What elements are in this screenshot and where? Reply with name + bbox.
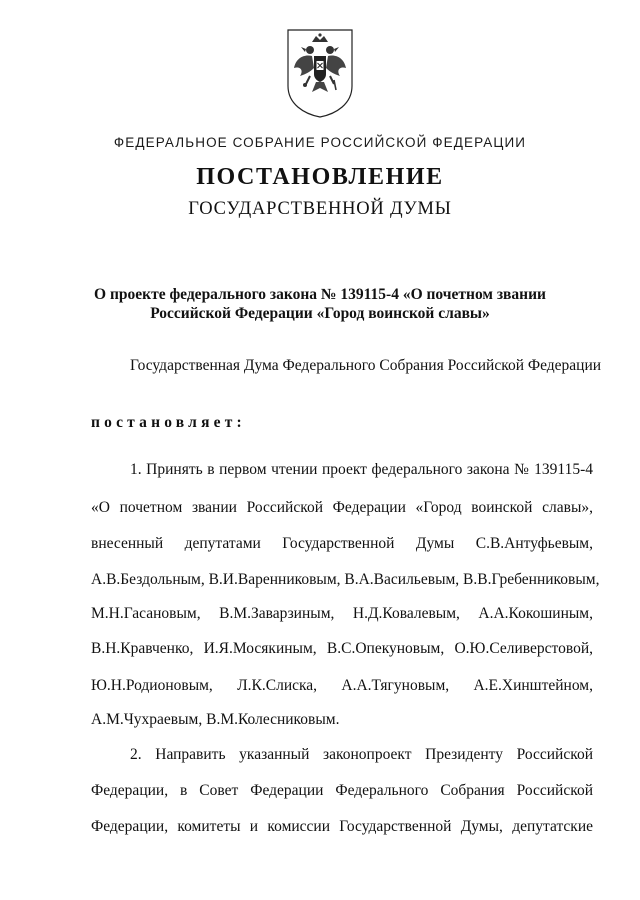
issuer-heading: ГОСУДАРСТВЕННОЙ ДУМЫ xyxy=(188,199,452,219)
document-subject xyxy=(60,285,580,323)
subject-line: О проекте федерального закона № 139115-4 «О почетном звании xyxy=(94,286,546,303)
document-type-title: ПОСТАНОВЛЕНИЕ xyxy=(196,164,444,190)
item1-line: В.Н.Кравченко, И.Я.Мосякиным, В.С.Опекуновым, О.Ю.Селиверстовой, xyxy=(91,640,593,657)
item1-line: внесенный депутатами Государственной Думы С.В.Антуфьевым, xyxy=(91,535,593,552)
item2-line: Федерации, комитеты и комиссии Государственной Думы, депутатские xyxy=(91,818,593,835)
item2-line: 2. Направить указанный законопроект Президенту Российской xyxy=(130,746,593,763)
item1-line: А.В.Бездольным, В.И.Варенниковым, В.А.Васильевым, В.В.Гребенниковым, xyxy=(91,571,600,588)
subject-line: Российской Федерации «Город воинской славы» xyxy=(150,305,490,322)
item1-line: Ю.Н.Родионовым, Л.К.Слиска, А.А.Тягуновым, А.Е.Хинштейном, xyxy=(91,677,593,694)
item2-line: Федерации, в Совет Федерации Федерального Собрания Российской xyxy=(91,782,593,799)
preamble-text: Государственная Дума Федерального Собрания Российской Федерации xyxy=(130,357,602,374)
item1-line: 1. Принять в первом чтении проект федерального закона № 139115-4 xyxy=(130,461,593,478)
item1-line: М.Н.Гасановым, В.М.Заварзиным, Н.Д.Ковалевым, А.А.Кокошиным, xyxy=(91,605,593,622)
federal-assembly-heading: ФЕДЕРАЛЬНОЕ СОБРАНИЕ РОССИЙСКОЙ ФЕДЕРАЦИИ xyxy=(113,135,527,150)
item1-line: А.М.Чухраевым, В.М.Колесниковым. xyxy=(91,711,340,728)
coat-of-arms-emblem xyxy=(286,28,354,118)
resolves-label: постановляет: xyxy=(91,414,246,431)
item1-line: «О почетном звании Российской Федерации «Город воинской славы», xyxy=(91,499,593,516)
